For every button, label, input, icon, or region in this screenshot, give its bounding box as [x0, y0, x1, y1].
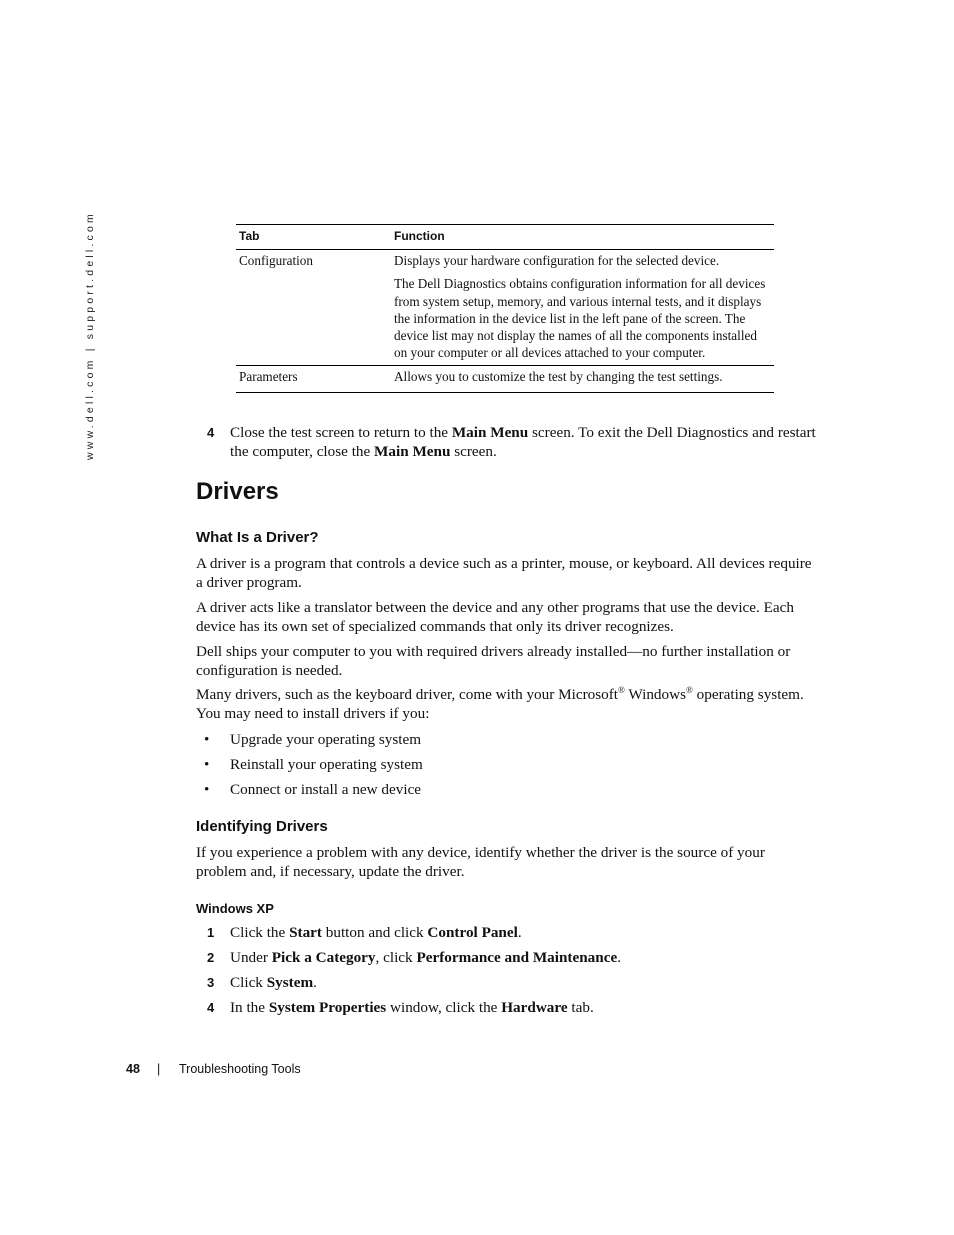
- winxp-step-3: [196, 973, 816, 992]
- winxp-step-4: [196, 998, 816, 1017]
- step-number: 1: [207, 925, 215, 940]
- paragraph-driver-definition: A driver is a program that controls a device such as a printer, mouse, or keyboard. All devices require a driver program.: [196, 555, 812, 592]
- paragraph-many-drivers: Many drivers, such as the keyboard driver, come with your Microsoft® Windows® operating system. You may need to install drivers if you:: [196, 684, 804, 723]
- list-item: • Reinstall your operating system: [204, 756, 423, 773]
- list-item: • Upgrade your operating system: [204, 731, 422, 748]
- page-number: 48: [126, 1062, 140, 1076]
- function-paragraph: Allows you to customize the test by changing the test settings.: [394, 369, 723, 385]
- step-text: In the System Properties window, click the Hardware tab.: [230, 999, 594, 1016]
- bullet-icon: •: [204, 756, 210, 773]
- heading-drivers: Drivers: [196, 478, 279, 505]
- winxp-step-1: [196, 923, 816, 942]
- step-text: Click System.: [230, 974, 317, 991]
- table-cell-function: [391, 250, 774, 366]
- footer-separator: |: [157, 1062, 161, 1076]
- step-number: 4: [207, 425, 215, 440]
- table-row: [236, 250, 774, 366]
- step-text: Click the Start button and click Control Panel.: [230, 924, 522, 941]
- function-paragraph: The Dell Diagnostics obtains configuration information for all devices from system setup, memory, and various internal tests, and it displays the information in the device list in the left pane of the screen. The device list may not display the names of all the components installed on your computer or all devices attached to your computer.: [394, 276, 766, 361]
- table-header-function: Function: [391, 225, 774, 250]
- table-cell-tab: Parameters: [236, 366, 391, 392]
- footer-section-title: Troubleshooting Tools: [179, 1062, 301, 1076]
- step-number: 2: [207, 950, 215, 965]
- winxp-step-2: [196, 948, 816, 967]
- list-item: • Connect or install a new device: [204, 781, 422, 798]
- table-cell-tab: Configuration: [239, 253, 313, 269]
- step-number: 3: [207, 975, 215, 990]
- heading-what-is-a-driver: What Is a Driver?: [196, 529, 319, 546]
- paragraph-dell-ships: Dell ships your computer to you with required drivers already installed—no further installation or configuration is needed.: [196, 643, 791, 680]
- step-number: 4: [207, 1000, 215, 1015]
- tab-function-table: [236, 224, 774, 393]
- heading-identifying-drivers: Identifying Drivers: [196, 818, 328, 835]
- paragraph-identifying: If you experience a problem with any device, identify whether the driver is the source of your problem and, if necessary, update the driver.: [196, 844, 765, 881]
- paragraph-driver-translator: A driver acts like a translator between the device and any other programs that use the device. Each device has its own set of specialized commands that only its driver recognizes.: [196, 599, 794, 636]
- bullet-icon: •: [204, 731, 210, 748]
- bullet-icon: •: [204, 781, 210, 798]
- step-text: Under Pick a Category, click Performance and Maintenance.: [230, 949, 622, 966]
- table-row: [236, 366, 774, 392]
- table-header-tab: Tab: [236, 225, 391, 250]
- step-close-test-screen: [196, 423, 816, 462]
- heading-windows-xp: Windows XP: [196, 901, 274, 916]
- table-cell-function: [391, 366, 774, 392]
- step-text: Close the test screen to return to the Main Menu screen. To exit the Dell Diagnostics and restart the computer, close the Main Menu screen.: [230, 424, 816, 461]
- side-url: www.dell.com | support.dell.com: [84, 211, 96, 460]
- function-paragraph: Displays your hardware configuration for the selected device.: [394, 253, 720, 269]
